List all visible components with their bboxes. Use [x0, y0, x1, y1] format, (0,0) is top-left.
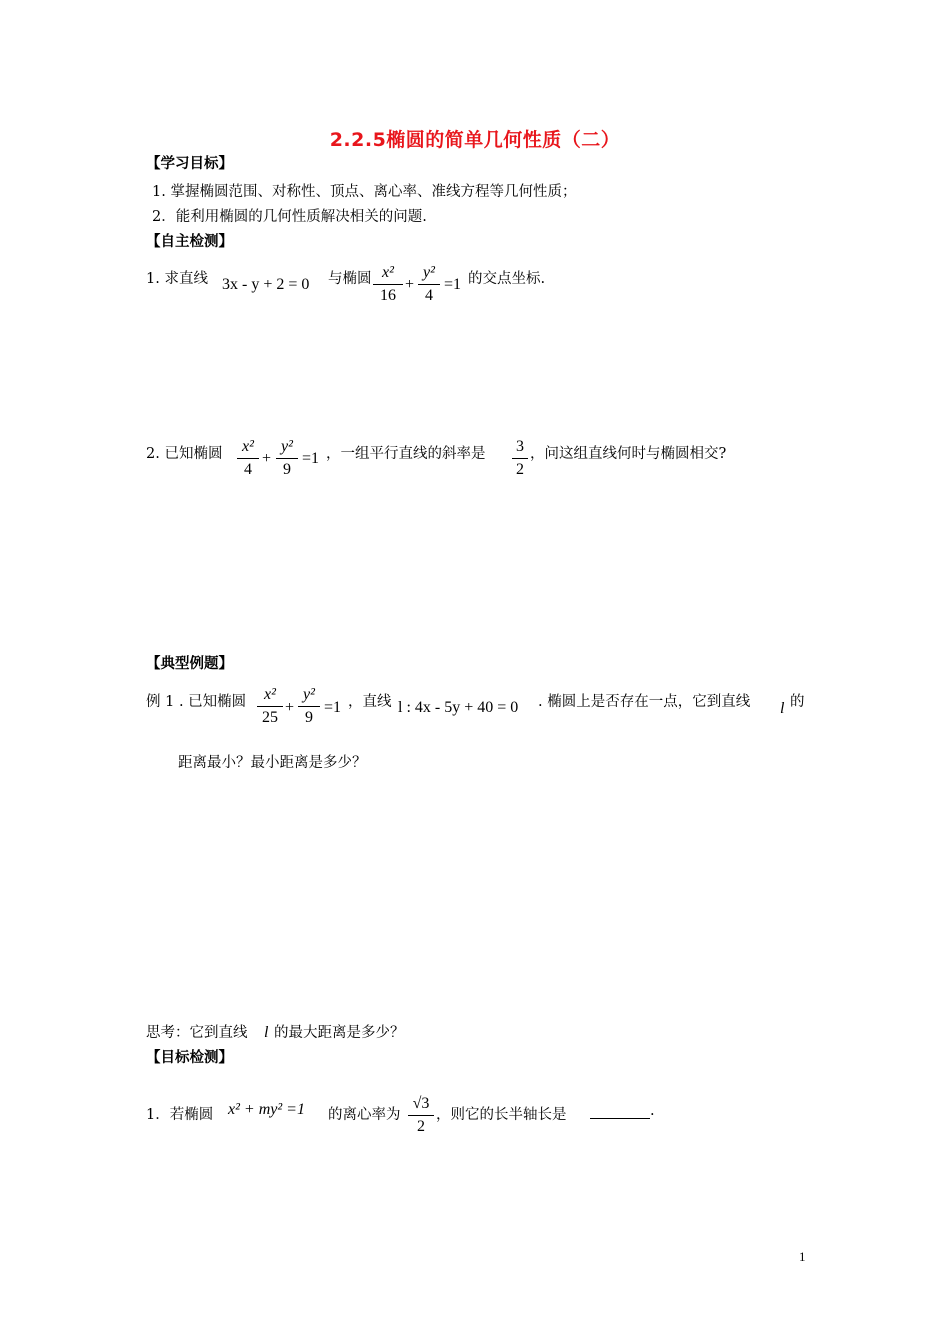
think-suffix: 的最大距离是多少？: [274, 1025, 405, 1041]
section-heading-objectives: 【学习目标】: [146, 156, 233, 172]
q2-equals-one: =1: [302, 450, 320, 467]
q1-plus: +: [405, 276, 415, 293]
q1-y-fraction: y² 4: [418, 262, 440, 307]
section-heading-target-check: 【目标检测】: [146, 1050, 233, 1066]
section-heading-self-check: 【自主检测】: [146, 234, 233, 250]
think-l-variable: l: [264, 1024, 269, 1041]
ex1-plus: +: [285, 699, 295, 716]
t1-suffix: ，则它的长半轴长是: [436, 1107, 567, 1123]
ex1-prefix: 例 1 . 已知椭圆: [146, 694, 247, 710]
ex1-after: . 椭圆上是否存在一点，它到直线: [538, 694, 751, 710]
ex1-equals-one: =1: [324, 699, 342, 716]
page-number: 1: [799, 1249, 806, 1264]
ex1-line2: 距离最小？最小距离是多少？: [178, 755, 367, 771]
q2-slope-fraction: 3 2: [512, 436, 528, 481]
t1-end: .: [650, 1103, 655, 1119]
q1-equals-one: =1: [444, 276, 462, 293]
q1-suffix: 的交点坐标.: [468, 271, 546, 287]
ex1-mid: ，直线: [348, 694, 392, 710]
think-prefix: 思考：它到直线: [146, 1025, 248, 1041]
ex1-de: 的: [790, 694, 805, 710]
q2-x-fraction: x² 4: [237, 436, 259, 481]
t1-mid: 的离心率为: [328, 1107, 401, 1123]
t1-equation: x² + my² =1: [228, 1101, 305, 1118]
section-heading-examples: 【典型例题】: [146, 656, 233, 672]
q2-mid: ，一组平行直线的斜率是: [326, 446, 486, 462]
page-title: 2.2.5椭圆的简单几何性质（二）: [329, 129, 621, 151]
q1-mid: 与椭圆: [328, 271, 372, 287]
ex1-line-equation: l : 4x - 5y + 40 = 0: [398, 699, 519, 716]
q1-line-equation: 3x - y + 2 = 0: [222, 276, 310, 293]
q2-suffix: ，问这组直线何时与椭圆相交?: [530, 446, 727, 462]
q2-prefix: 2. 已知椭圆: [146, 446, 223, 462]
q1-x-fraction: x² 16: [373, 262, 403, 307]
q2-plus: +: [262, 450, 272, 467]
t1-prefix: 1．若椭圆: [146, 1107, 214, 1123]
objective-item-2: 2．能利用椭圆的几何性质解决相关的问题.: [152, 209, 427, 225]
q1-prefix: 1. 求直线: [146, 271, 208, 287]
t1-answer-blank[interactable]: [590, 1104, 650, 1123]
ex1-l-variable: l: [780, 700, 785, 717]
objective-item-1: 1. 掌握椭圆范围、对称性、顶点、离心率、准线方程等几何性质；: [152, 184, 577, 200]
ex1-y-fraction: y² 9: [298, 684, 320, 729]
ex1-x-fraction: x² 25: [257, 684, 283, 729]
t1-eccentricity-fraction: √3 2: [408, 1093, 434, 1138]
q2-y-fraction: y² 9: [276, 436, 298, 481]
